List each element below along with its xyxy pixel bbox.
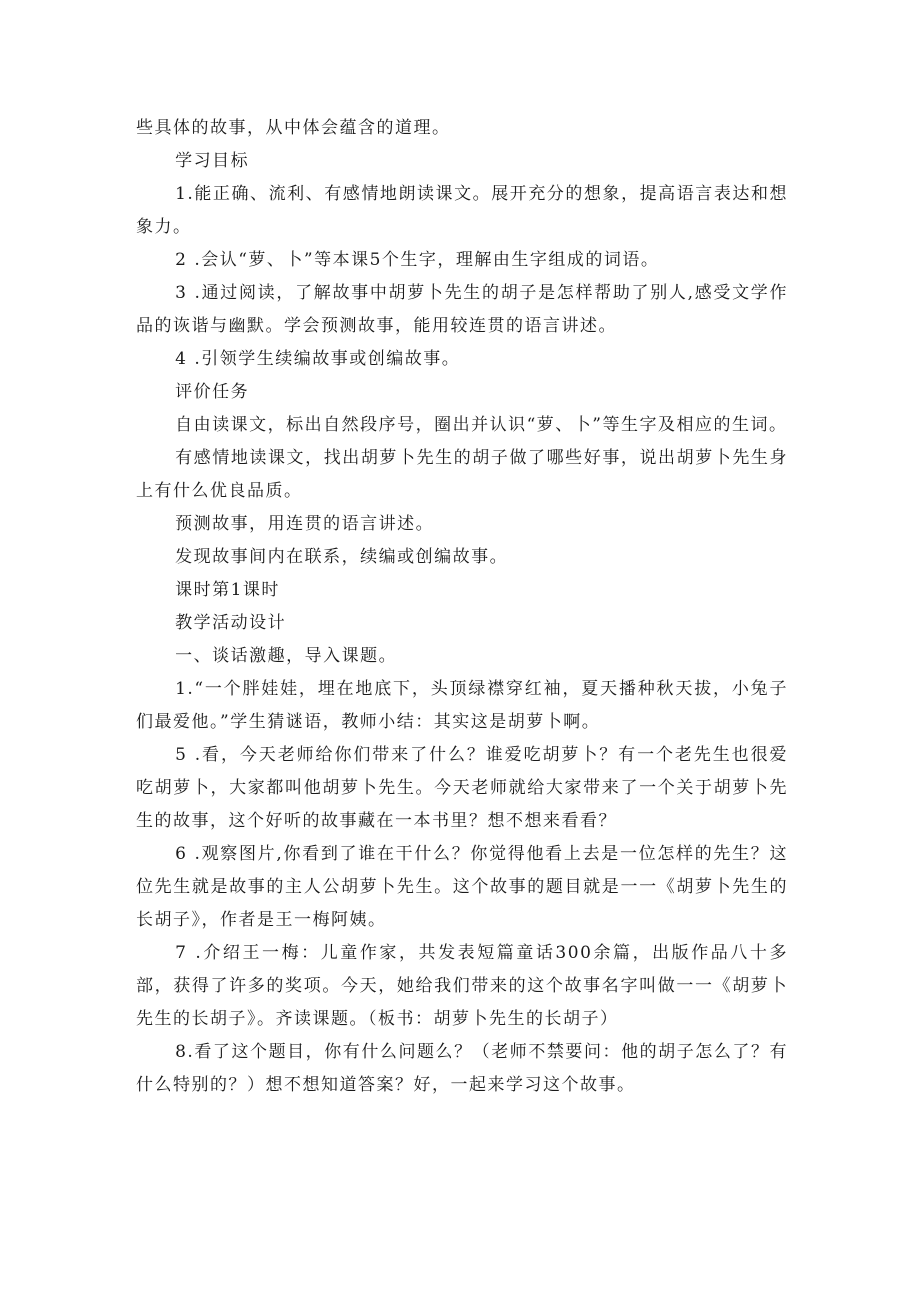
activity-step-6: 6 .观察图片,你看到了谁在干什么？你觉得他看上去是一位怎样的先生？这位先生就是故事的主人公胡萝卜先生。这个故事的题目就是一一《胡萝卜先生的长胡子》，作者是王一梅阿姨。 bbox=[136, 844, 788, 930]
assessment-task-4: 发现故事间内在联系，续编或创编故事。 bbox=[175, 547, 509, 567]
objective-4: 4 .引领学生续编故事或创编故事。 bbox=[175, 349, 461, 369]
objective-3: 3 .通过阅读，了解故事中胡萝卜先生的胡子是怎样帮助了别人,感受文学作品的诙谐与幽默。学会预测故事，能用较连贯的语言讲述。 bbox=[136, 283, 788, 336]
objective-2: 2 .会认“萝、卜”等本课5个生字，理解由生字组成的词语。 bbox=[175, 250, 660, 270]
assessment-task-3: 预测故事，用连贯的语言讲述。 bbox=[175, 514, 435, 534]
document-body bbox=[136, 112, 788, 1102]
activity-step-8: 8.看了这个题目，你有什么问题么？（老师不禁要问：他的胡子怎么了？有什么特别的？）想不想知道答案？好，一起来学习这个故事。 bbox=[136, 1042, 788, 1095]
activity-step-5: 5 .看，今天老师给你们带来了什么？谁爱吃胡萝卜？有一个老先生也很爱吃胡萝卜，大家都叫他胡萝卜先生。今天老师就给大家带来了一个关于胡萝卜先生的故事，这个好听的故事藏在一本书里？想不想来看看？ bbox=[136, 745, 788, 831]
heading-assessment-tasks: 评价任务 bbox=[175, 382, 250, 402]
activity-step-1: 1.“一个胖娃娃，埋在地底下，头顶绿襟穿红袖，夏天播种秋天拔，小兔子们最爱他。”学生猜谜语，教师小结：其实这是胡萝卜啊。 bbox=[136, 679, 788, 732]
heading-learning-objectives: 学习目标 bbox=[175, 151, 250, 171]
heading-teaching-activity-design: 教学活动设计 bbox=[175, 613, 287, 633]
heading-lesson-period: 课时第1课时 bbox=[175, 580, 280, 600]
assessment-task-1: 自由读课文，标出自然段序号，圈出并认识“萝、卜”等生字及相应的生词。 bbox=[175, 415, 788, 435]
section-one-heading: 一、谈话激趣，导入课题。 bbox=[175, 646, 398, 666]
activity-step-7: 7 .介绍王一梅：儿童作家，共发表短篇童话300余篇，出版作品八十多部，获得了许多的奖项。今天，她给我们带来的这个故事名字叫做一一《胡萝卜先生的长胡子》。齐读课题。（板书：胡萝卜先生的长胡子） bbox=[136, 943, 788, 1029]
objective-1: 1.能正确、流利、有感情地朗读课文。展开充分的想象，提高语言表达和想象力。 bbox=[136, 184, 788, 237]
assessment-task-2: 有感情地读课文，找出胡萝卜先生的胡子做了哪些好事，说出胡萝卜先生身上有什么优良品质。 bbox=[136, 448, 788, 501]
paragraph-intro-continuation: 些具体的故事，从中体会蕴含的道理。 bbox=[136, 118, 451, 138]
